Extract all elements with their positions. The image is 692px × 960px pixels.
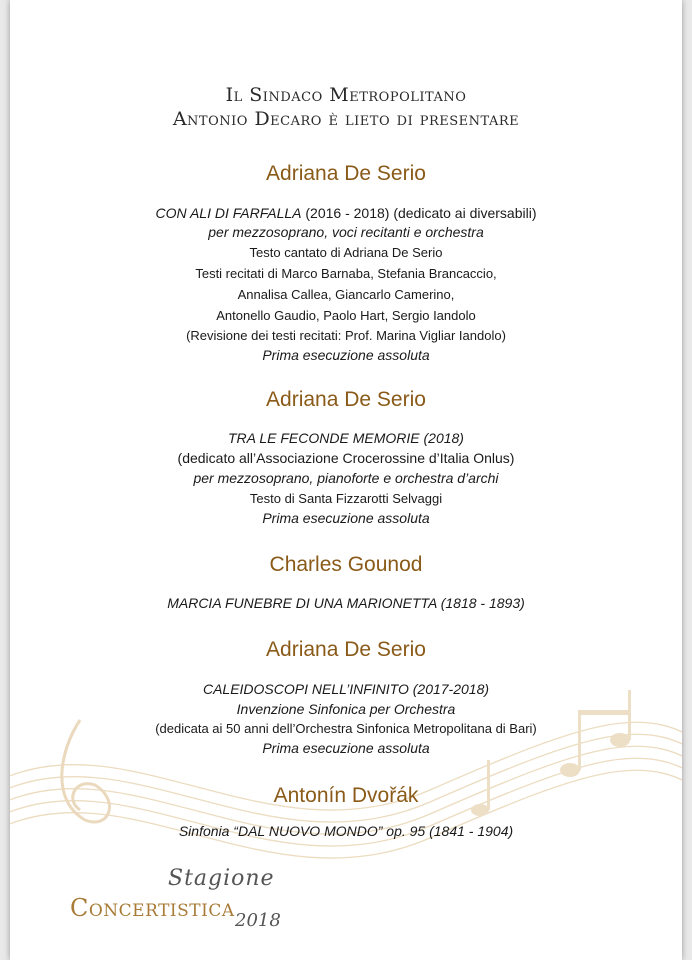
header-line-1: Il Sindaco Metropolitano [225,84,467,106]
piece-credit: Testi recitati di Marco Barnaba, Stefania Brancaccio, [195,266,497,281]
piece-dedication: (dedicato all’Associazione Crocerossine d’Italia Onlus) [177,450,515,466]
composer-name: Charles Gounod [269,553,423,576]
composer-name: Adriana De Serio [266,638,426,661]
logo-stagione: Stagione [168,866,275,891]
piece-credit: Testo di Santa Fizzarotti Selvaggi [249,491,443,506]
piece-title [10,205,682,221]
composer-name: Antonín Dvořák [273,784,419,807]
piece-title: MARCIA FUNEBRE DI UNA MARIONETTA (1818 - 1893) [167,595,525,611]
piece-title: Sinfonia “DAL NUOVO MONDO” op. 95 (1841 - 1904) [178,823,514,839]
piece-dedication: (dedicata ai 50 anni dell’Orchestra Sinfonica Metropolitana di Bari) [155,721,537,736]
composer-name: Adriana De Serio [266,388,426,411]
piece-premiere: Prima esecuzione assoluta [262,347,430,363]
piece-credit: Annalisa Callea, Giancarlo Camerino, [237,287,455,302]
logo-concertistica: Concertistica [70,894,235,922]
program-page [10,0,682,960]
piece-instrumentation: per mezzosoprano, pianoforte e orchestra d’archi [193,470,499,486]
piece-title-details: (2016 - 2018) (dedicato ai diversabili) [301,205,537,221]
piece-title: TRA LE FECONDE MEMORIE (2018) [228,430,464,446]
piece-premiere: Prima esecuzione assoluta [262,510,430,526]
piece-credit: (Revisione dei testi recitati: Prof. Marina Vigliar Iandolo) [186,328,506,343]
piece-credit: Antonello Gaudio, Paolo Hart, Sergio Iandolo [216,308,476,323]
piece-premiere: Prima esecuzione assoluta [262,740,430,756]
header-line-2: Antonio Decaro è lieto di presentare [172,108,520,130]
piece-instrumentation: per mezzosoprano, voci recitanti e orchestra [208,224,484,240]
logo-year: 2018 [235,910,281,931]
composer-name: Adriana De Serio [266,162,426,185]
piece-title: CALEIDOSCOPI NELL’INFINITO (2017-2018) [202,681,490,697]
piece-title-italic: CON ALI DI FARFALLA [155,205,302,221]
piece-credit: Testo cantato di Adriana De Serio [249,245,443,260]
piece-subtitle: Invenzione Sinfonica per Orchestra [236,701,456,717]
stagione-concertistica-logo [70,862,310,942]
